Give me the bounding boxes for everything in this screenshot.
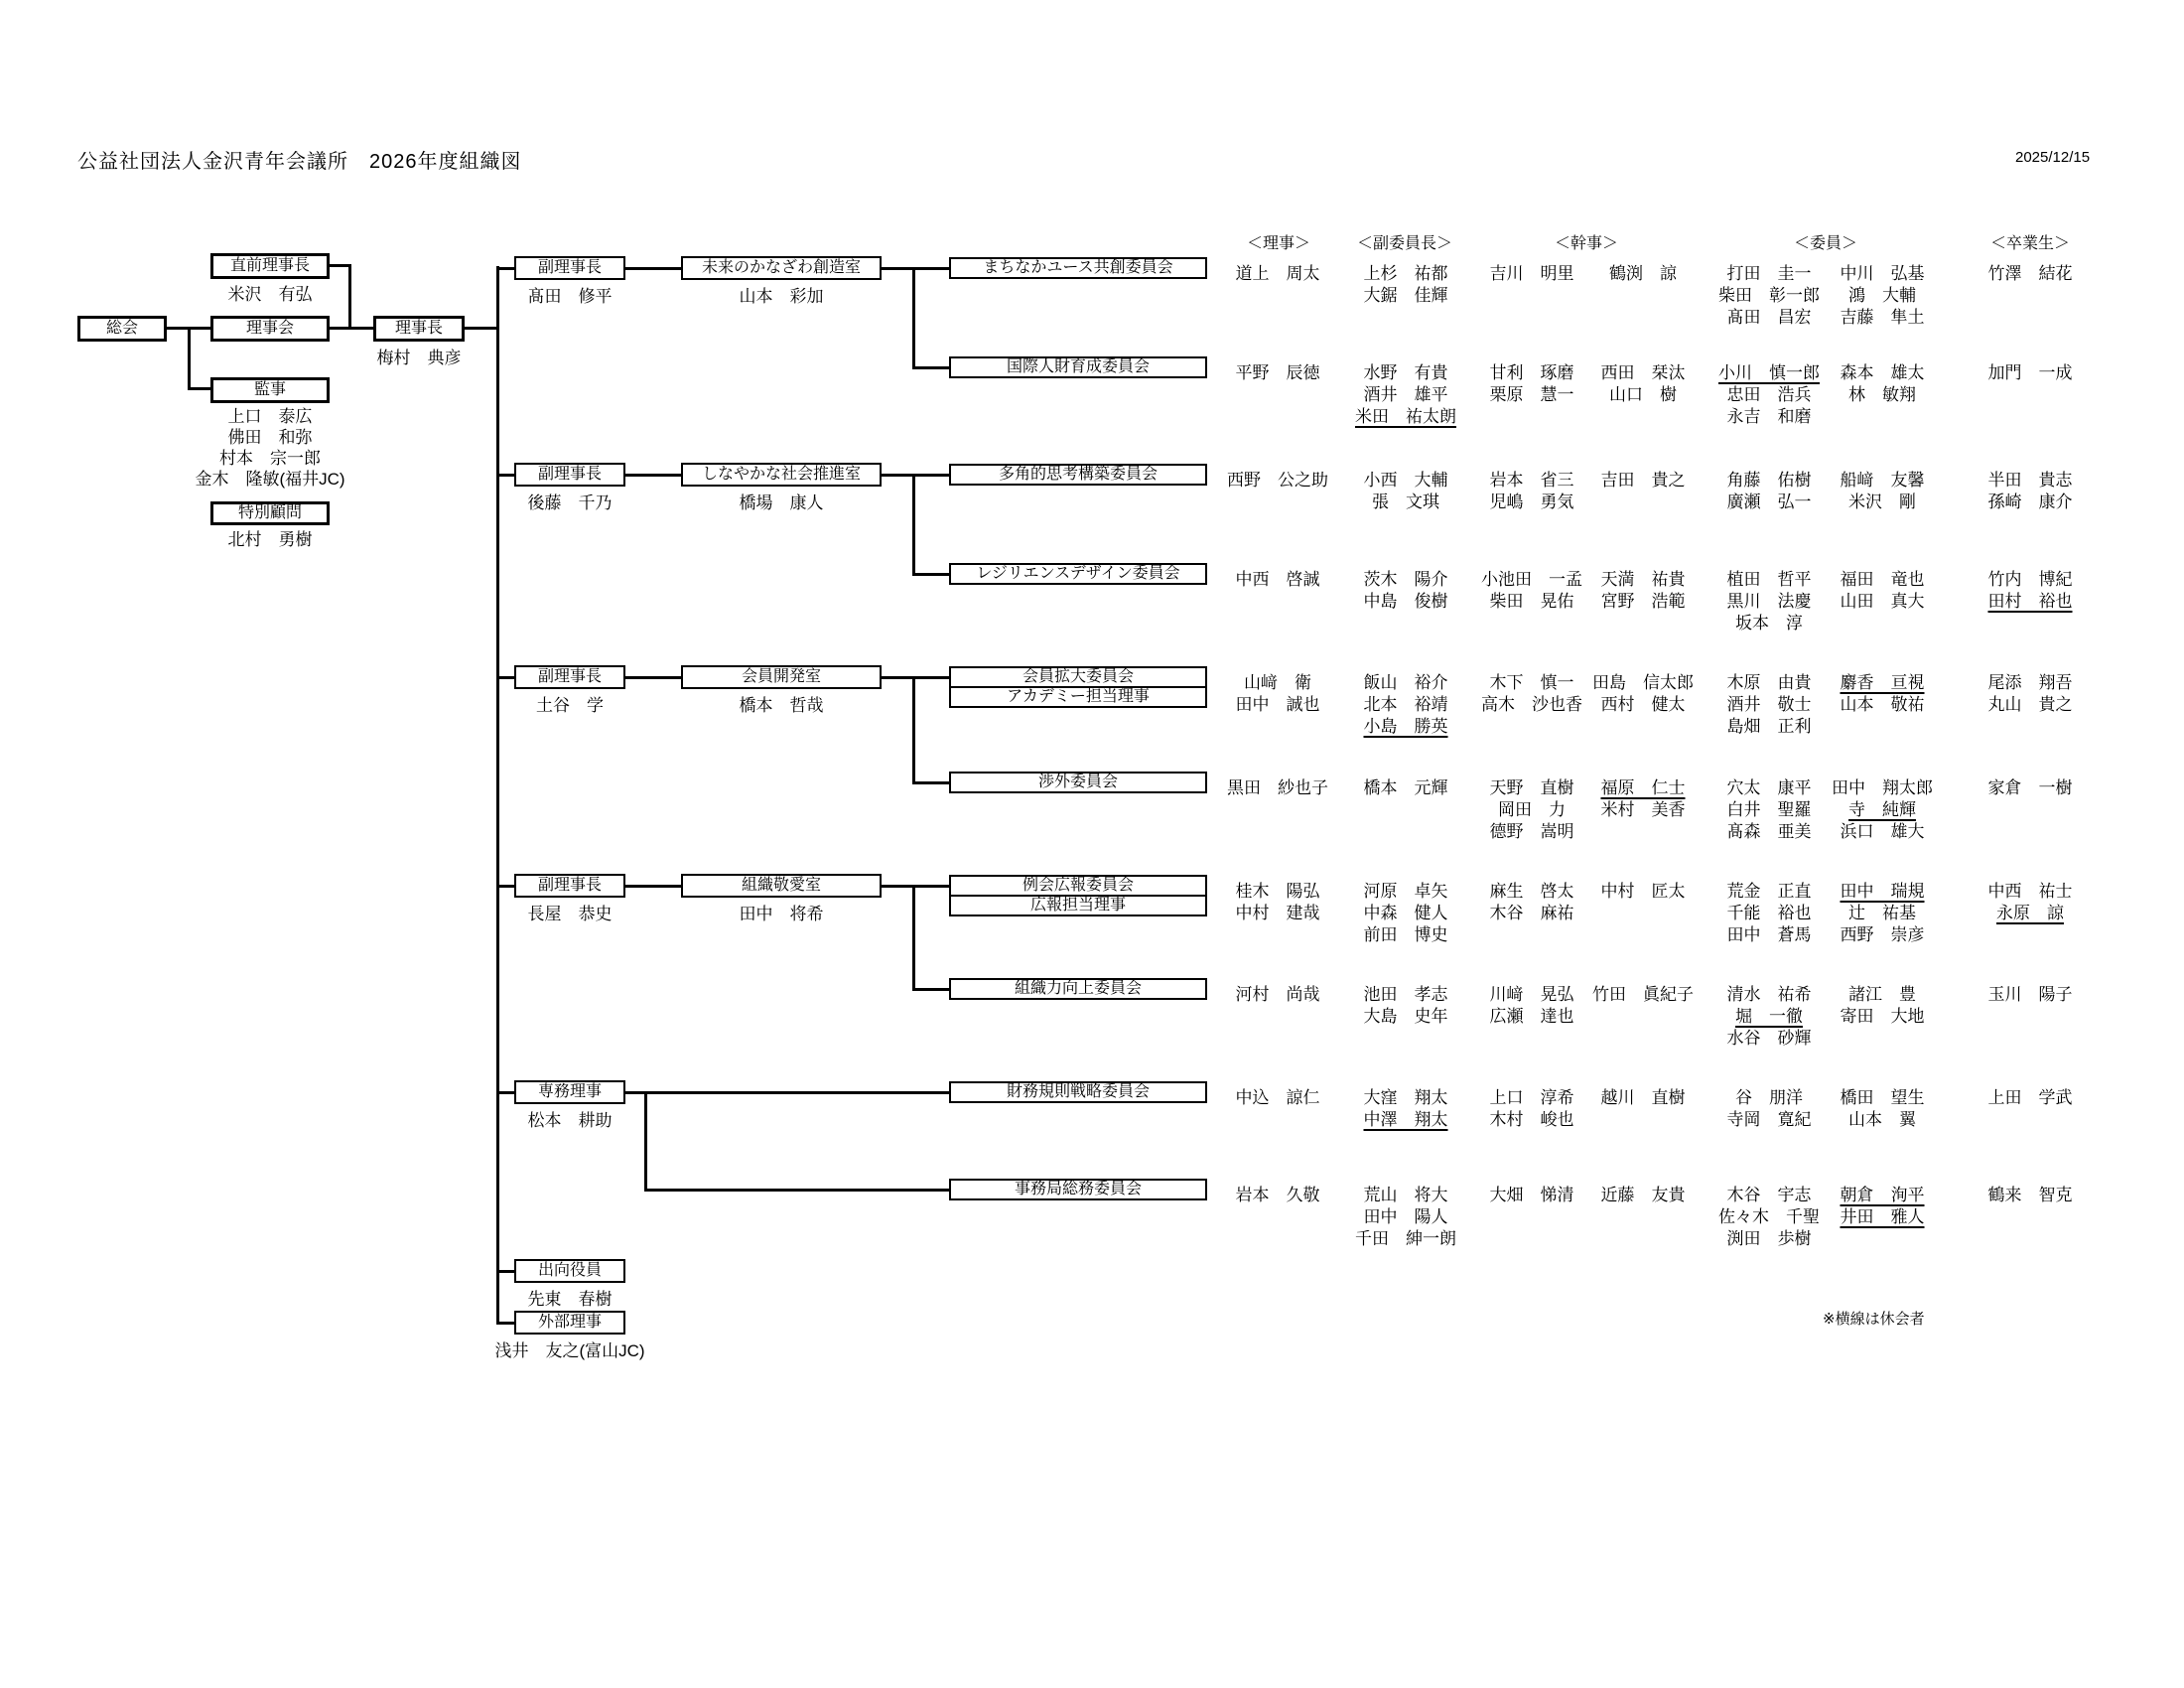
member-name: 荒金 正直 [1726, 882, 1812, 901]
member-name: 加門 一成 [1987, 363, 2073, 382]
connector-line [496, 1270, 514, 1273]
member-name: 福田 竜也 [1840, 570, 1925, 589]
member-name: 清水 祐希 [1726, 985, 1812, 1004]
connector-line [496, 885, 514, 888]
member-name: 佐々木 千聖 [1718, 1207, 1820, 1226]
member-name: 中込 諒仁 [1235, 1088, 1320, 1107]
member-name: 堀 一徹 [1735, 1007, 1803, 1026]
member-name: 北本 裕靖 [1363, 695, 1448, 714]
member-name: 山田 真大 [1840, 592, 1925, 611]
member-name: 宮野 浩範 [1600, 592, 1686, 611]
column-header: ＜卒業生＞ [1989, 235, 2071, 252]
member-name: 河村 尚哉 [1235, 985, 1320, 1004]
kansa-member: 村本 宗一郎 [219, 449, 321, 468]
page-title: 公益社団法人金沢青年会議所 2026年度組織図 [77, 151, 522, 173]
office-box: 組織敬愛室 [681, 874, 882, 898]
committee-box: レジリエンスデザイン委員会 [949, 563, 1207, 585]
member-name: 近藤 友貴 [1600, 1186, 1686, 1204]
branch-role-box: 副理事長 [514, 874, 625, 898]
member-name: 岡田 力 [1498, 800, 1566, 819]
branch-name: 先東 春樹 [527, 1290, 613, 1309]
column-header: ＜副委員長＞ [1356, 235, 1453, 252]
member-name: 竹内 博紀 [1987, 570, 2073, 589]
member-name: 上口 淳希 [1489, 1088, 1574, 1107]
member-name: 田村 裕也 [1987, 592, 2073, 611]
branch-name: 後藤 千乃 [527, 493, 613, 512]
date-label: 2025/12/15 [2015, 149, 2091, 166]
office-name: 山本 彩加 [739, 287, 824, 306]
member-name: 木下 慎一 [1489, 673, 1574, 692]
connector-line [912, 573, 949, 576]
member-name: 小島 勝英 [1363, 717, 1448, 736]
member-name: 田中 蒼馬 [1726, 925, 1812, 944]
member-name: 高木 沙也香 [1481, 695, 1582, 714]
member-name: 尾添 翔吾 [1987, 673, 2073, 692]
member-name: 吉田 貴之 [1600, 471, 1686, 490]
member-name: 前田 博史 [1363, 925, 1448, 944]
member-name: 千能 裕也 [1726, 904, 1812, 922]
member-name: 茨木 陽介 [1363, 570, 1448, 589]
member-name: 吉川 明里 [1489, 264, 1574, 283]
office-name: 田中 将希 [739, 905, 824, 923]
connector-line [496, 474, 514, 477]
member-name: 植田 哲平 [1726, 570, 1812, 589]
member-name: 橋本 元輝 [1363, 778, 1448, 797]
committee-box: 渉外委員会 [949, 772, 1207, 793]
member-name: 竹澤 結花 [1987, 264, 2073, 283]
branch-role-box: 出向役員 [514, 1259, 625, 1283]
committee-box: まちなかユース共創委員会 [949, 257, 1207, 279]
member-name: 玉川 陽子 [1987, 985, 2073, 1004]
member-name: 上杉 祐都 [1363, 264, 1448, 283]
connector-line [912, 988, 949, 991]
committee-box: 多角的思考構築委員会 [949, 464, 1207, 486]
committee-box: 組織力向上委員会 [949, 978, 1207, 1000]
kansa-box: 監事 [210, 377, 330, 403]
branch-name: 松本 耕助 [527, 1111, 613, 1130]
member-name: 辻 祐基 [1848, 904, 1916, 922]
member-name: 穴太 康平 [1726, 778, 1812, 797]
branch-role-box: 副理事長 [514, 665, 625, 689]
member-name: 千田 紳一朗 [1355, 1229, 1456, 1248]
rijicho-box: 理事長 [373, 316, 465, 342]
connector-line [465, 327, 499, 330]
connector-line [882, 885, 949, 888]
member-name: 中村 建哉 [1235, 904, 1320, 922]
branch-role-box: 副理事長 [514, 463, 625, 487]
member-name: 山﨑 衛 [1244, 673, 1311, 692]
committee-box: 財務規則戦略委員会 [949, 1081, 1207, 1103]
kansa-member: 上口 泰広 [227, 407, 313, 426]
member-name: 大島 史年 [1363, 1007, 1448, 1026]
member-name: 越川 直樹 [1600, 1088, 1686, 1107]
connector-line [496, 1091, 514, 1094]
member-name: 中村 匠太 [1600, 882, 1686, 901]
member-name: 広瀬 達也 [1489, 1007, 1574, 1026]
member-name: 鶴渕 諒 [1609, 264, 1677, 283]
suspended-note: ※横線は休会者 [1823, 1311, 1925, 1328]
connector-line [912, 474, 915, 573]
connector-line [496, 676, 514, 679]
connector-line [188, 387, 210, 390]
member-name: 山本 敬祐 [1840, 695, 1925, 714]
connector-line [625, 676, 681, 679]
connector-line [330, 327, 373, 330]
member-name: 諸江 豊 [1848, 985, 1916, 1004]
member-name: 福原 仁士 [1600, 778, 1686, 797]
branch-role-box: 外部理事 [514, 1311, 625, 1335]
member-name: 朝倉 洵平 [1840, 1186, 1925, 1204]
member-name: 大畑 悌清 [1489, 1186, 1574, 1204]
member-name: 天野 直樹 [1489, 778, 1574, 797]
member-name: 吉藤 隼土 [1840, 308, 1925, 327]
member-name: 森本 雄太 [1840, 363, 1925, 382]
tokubetsu-komon-box: 特別顧問 [210, 501, 330, 525]
member-name: 麻生 啓太 [1489, 882, 1574, 901]
kansa-member: 佛田 和弥 [227, 428, 313, 447]
committee-box: 国際人財育成委員会 [949, 356, 1207, 378]
member-name: 木谷 麻祐 [1489, 904, 1574, 922]
member-name: 岩本 省三 [1489, 471, 1574, 490]
member-name: 米村 美香 [1600, 800, 1686, 819]
branch-role-box: 専務理事 [514, 1080, 625, 1104]
committee-box: 広報担当理事 [949, 895, 1207, 916]
connector-line [496, 266, 499, 1325]
member-name: 平野 辰徳 [1235, 363, 1320, 382]
connector-line [625, 885, 681, 888]
member-name: 孫崎 康介 [1987, 492, 2073, 511]
member-name: 島畑 正利 [1726, 717, 1812, 736]
member-name: 西田 栞汰 [1600, 363, 1686, 382]
member-name: 田中 翔太郎 [1832, 778, 1933, 797]
tokubetsu-komon-name: 北村 勇樹 [227, 530, 313, 549]
member-name: 川﨑 晃弘 [1489, 985, 1574, 1004]
member-name: 水谷 砂輝 [1726, 1029, 1812, 1048]
member-name: 木谷 宇志 [1726, 1186, 1812, 1204]
member-name: 中澤 翔太 [1363, 1110, 1448, 1129]
member-name: 寄田 大地 [1840, 1007, 1925, 1026]
branch-name: 土谷 学 [536, 696, 604, 715]
member-name: 寺 純輝 [1848, 800, 1916, 819]
office-name: 橋本 哲哉 [739, 696, 824, 715]
member-name: 山口 樹 [1609, 385, 1677, 404]
member-name: 井田 雅人 [1840, 1207, 1925, 1226]
member-name: 天満 祐貴 [1600, 570, 1686, 589]
column-header: ＜理事＞ [1246, 235, 1311, 252]
member-name: 西野 公之助 [1227, 471, 1328, 490]
branch-name: 長屋 恭史 [527, 905, 613, 923]
member-name: 中森 健人 [1363, 904, 1448, 922]
connector-line [496, 1322, 514, 1325]
committee-box: 例会広報委員会 [949, 875, 1207, 897]
member-name: 小池田 一孟 [1481, 570, 1582, 589]
member-name: 忠田 浩兵 [1726, 385, 1812, 404]
member-name: 米田 祐太朗 [1355, 407, 1456, 426]
member-name: 船﨑 友馨 [1840, 471, 1925, 490]
branch-name: 髙田 修平 [527, 287, 613, 306]
member-name: 麝香 亘視 [1840, 673, 1925, 692]
column-header: ＜幹事＞ [1554, 235, 1619, 252]
member-name: 渕田 歩樹 [1726, 1229, 1812, 1248]
member-name: 桂木 陽弘 [1235, 882, 1320, 901]
member-name: 山本 翼 [1848, 1110, 1916, 1129]
member-name: 米沢 剛 [1848, 492, 1916, 511]
member-name: 栗原 慧一 [1489, 385, 1574, 404]
connector-line [912, 366, 949, 369]
member-name: 西村 健太 [1600, 695, 1686, 714]
member-name: 橋田 望生 [1840, 1088, 1925, 1107]
connector-line [912, 267, 915, 366]
committee-box: アカデミー担当理事 [949, 686, 1207, 708]
member-name: 道上 周太 [1235, 264, 1320, 283]
rijicho-name: 梅村 典彦 [376, 349, 462, 367]
member-name: 酒井 敬士 [1726, 695, 1812, 714]
member-name: 德野 嵩明 [1489, 822, 1574, 841]
member-name: 児嶋 勇気 [1489, 492, 1574, 511]
branch-name: 浅井 友之(富山JC) [494, 1341, 645, 1360]
member-name: 荒山 将大 [1363, 1186, 1448, 1204]
member-name: 小西 大輔 [1363, 471, 1448, 490]
member-name: 大窪 翔太 [1363, 1088, 1448, 1107]
connector-line [912, 885, 915, 988]
member-name: 林 敏翔 [1848, 385, 1916, 404]
member-name: 半田 貴志 [1987, 471, 2073, 490]
connector-line [348, 264, 351, 330]
member-name: 黒川 法慶 [1726, 592, 1812, 611]
member-name: 田中 誠也 [1235, 695, 1320, 714]
connector-line [188, 327, 191, 390]
connector-line [496, 267, 514, 270]
member-name: 髙森 亜美 [1726, 822, 1812, 841]
member-name: 永吉 和磨 [1726, 407, 1812, 426]
member-name: 黒田 紗也子 [1227, 778, 1328, 797]
office-box: 未来のかなざわ創造室 [681, 256, 882, 280]
member-name: 田中 瑞規 [1840, 882, 1925, 901]
member-name: 大鋸 佳輝 [1363, 286, 1448, 305]
member-name: 白井 聖羅 [1726, 800, 1812, 819]
office-box: 会員開発室 [681, 665, 882, 689]
member-name: 竹田 眞紀子 [1592, 985, 1694, 1004]
member-name: 髙田 昌宏 [1726, 308, 1812, 327]
member-name: 鶴来 智克 [1987, 1186, 2073, 1204]
soukai-box: 総会 [77, 316, 167, 342]
member-name: 酒井 雄平 [1363, 385, 1448, 404]
member-name: 木原 由貴 [1726, 673, 1812, 692]
member-name: 木村 峻也 [1489, 1110, 1574, 1129]
office-name: 橋場 康人 [739, 493, 824, 512]
member-name: 家倉 一樹 [1987, 778, 2073, 797]
chokuzen-rijicho-box: 直前理事長 [210, 253, 330, 279]
member-name: 中川 弘基 [1840, 264, 1925, 283]
member-name: 池田 孝志 [1363, 985, 1448, 1004]
connector-line [882, 474, 949, 477]
committee-box: 会員拡大委員会 [949, 666, 1207, 688]
member-name: 坂本 淳 [1735, 614, 1803, 633]
member-name: 廣瀬 弘一 [1726, 492, 1812, 511]
member-name: 西野 崇彦 [1840, 925, 1925, 944]
member-name: 河原 卓矢 [1363, 882, 1448, 901]
connector-line [882, 267, 949, 270]
member-name: 上田 学武 [1987, 1088, 2073, 1107]
column-header: ＜委員＞ [1793, 235, 1858, 252]
chokuzen-rijicho-name: 米沢 有弘 [227, 285, 313, 304]
rijikai-box: 理事会 [210, 316, 330, 342]
member-name: 打田 圭一 [1726, 264, 1812, 283]
member-name: 角藤 佑樹 [1726, 471, 1812, 490]
member-name: 中西 祐士 [1987, 882, 2073, 901]
member-name: 小川 慎一郎 [1718, 363, 1820, 382]
member-name: 永原 諒 [1996, 904, 2064, 922]
member-name: 浜口 雄大 [1840, 822, 1925, 841]
member-name: 田島 信太郎 [1592, 673, 1694, 692]
member-name: 柴田 彰一郎 [1718, 286, 1820, 305]
member-name: 飯山 裕介 [1363, 673, 1448, 692]
connector-line [625, 267, 681, 270]
member-name: 鴻 大輔 [1848, 286, 1916, 305]
branch-role-box: 副理事長 [514, 256, 625, 280]
kansa-member: 金木 隆敏(福井JC) [195, 470, 345, 489]
member-name: 田中 陽人 [1363, 1207, 1448, 1226]
connector-line [912, 781, 949, 784]
office-box: しなやかな社会推進室 [681, 463, 882, 487]
connector-line [625, 474, 681, 477]
connector-line [625, 1091, 949, 1094]
connector-line [644, 1091, 647, 1189]
member-name: 中西 啓誠 [1235, 570, 1320, 589]
connector-line [912, 676, 915, 781]
connector-line [644, 1189, 949, 1192]
connector-line [882, 676, 949, 679]
member-name: 張 文琪 [1372, 492, 1439, 511]
member-name: 岩本 久敬 [1235, 1186, 1320, 1204]
member-name: 谷 朋洋 [1735, 1088, 1803, 1107]
member-name: 丸山 貴之 [1987, 695, 2073, 714]
member-name: 柴田 晃佑 [1489, 592, 1574, 611]
member-name: 中島 俊樹 [1363, 592, 1448, 611]
member-name: 甘利 琢磨 [1489, 363, 1574, 382]
member-name: 寺岡 寛紀 [1726, 1110, 1812, 1129]
member-name: 水野 有貴 [1363, 363, 1448, 382]
committee-box: 事務局総務委員会 [949, 1179, 1207, 1200]
